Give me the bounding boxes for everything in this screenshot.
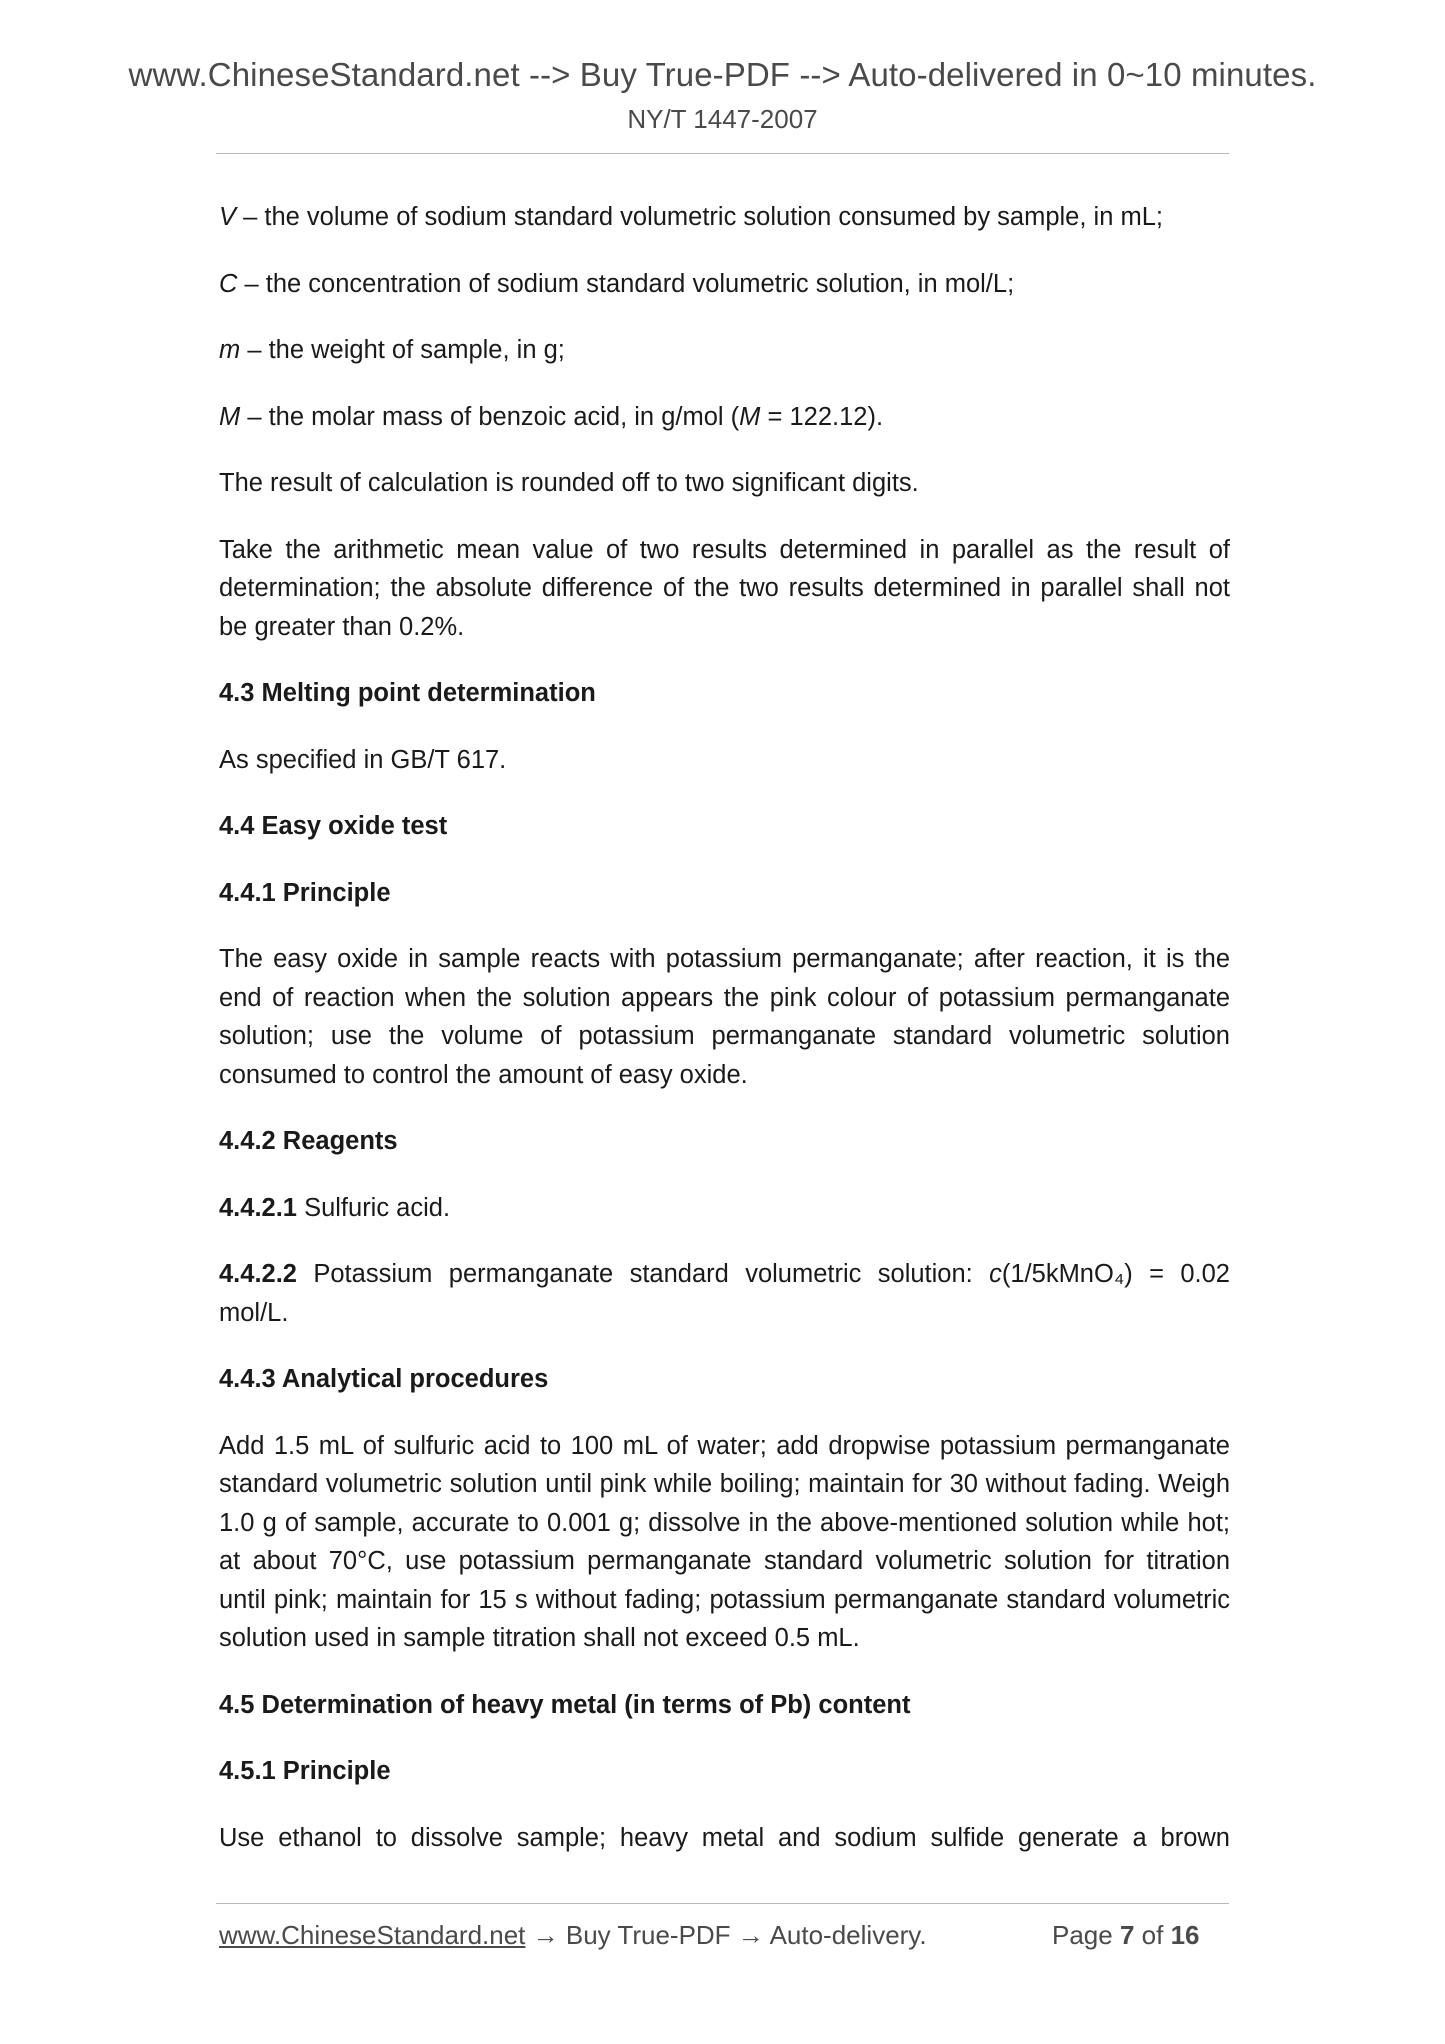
symbol-v: V	[219, 203, 237, 231]
paragraph-4-5-1: Use ethanol to dissolve sample; heavy metal and sodium sulfide generate a brown	[219, 1823, 1230, 1852]
document-body	[219, 198, 1230, 1857]
symbol-concentration: c	[989, 1260, 1002, 1288]
paragraph-4-4-2-1	[219, 1189, 1230, 1228]
heading-4-4: 4.4 Easy oxide test	[219, 812, 448, 840]
heading-4-4-3: 4.4.3 Analytical procedures	[219, 1365, 549, 1393]
paragraph-4-4-2-2	[219, 1255, 1230, 1332]
footer-site-link[interactable]: www.ChineseStandard.net	[219, 1920, 526, 1950]
heading-4-3: 4.3 Melting point determination	[219, 679, 596, 707]
heading-4-5: 4.5 Determination of heavy metal (in terms of Pb) content	[219, 1690, 911, 1719]
rounding-paragraph: The result of calculation is rounded off to two significant digits.	[219, 469, 919, 497]
clause-number-4-4-2-1: 4.4.2.1	[219, 1193, 297, 1222]
header-banner: www.ChineseStandard.net --> Buy True-PDF --> Auto-delivered in 0~10 minutes.	[128, 56, 1317, 93]
paragraph-4-3: As specified in GB/T 617.	[219, 745, 507, 774]
heading-4-4-1: 4.4.1 Principle	[219, 878, 391, 907]
definition-v	[219, 198, 1230, 237]
concentration-value: (1/5kMnO₄) = 0.02 mol/L.	[219, 1260, 1230, 1327]
definition-c-text: – the concentration of sodium standard volumetric solution, in mol/L;	[237, 269, 1015, 298]
clause-text-4-4-2-1: Sulfuric acid.	[296, 1193, 451, 1222]
symbol-c: C	[219, 269, 238, 298]
standard-code: NY/T 1447-2007	[627, 104, 818, 134]
of-label: of	[1141, 1920, 1164, 1950]
page-indicator	[1052, 1920, 1200, 1951]
symbol-m: m	[219, 336, 241, 364]
page-number: 7	[1119, 1920, 1135, 1950]
page-label: Page	[1052, 1920, 1113, 1950]
molar-mass-value: = 122.12).	[760, 402, 884, 431]
heading-4-4-2: 4.4.2 Reagents	[219, 1127, 398, 1155]
clause-text-4-4-2-2: Potassium permanganate standard volumetric solution:	[296, 1260, 990, 1288]
definition-m-text: – the weight of sample, in g;	[240, 336, 565, 364]
heading-4-5-1: 4.5.1 Principle	[219, 1757, 391, 1785]
clause-number-4-4-2-2: 4.4.2.2	[219, 1260, 297, 1288]
symbol-molar-mass: M	[219, 402, 241, 431]
definition-m	[219, 331, 1230, 370]
definition-molar-mass	[219, 398, 1230, 437]
definition-molar-mass-text: – the molar mass of benzoic acid, in g/mol (	[240, 402, 740, 431]
definition-v-text: – the volume of sodium standard volumetric solution consumed by sample, in mL;	[236, 203, 1163, 231]
definition-c	[219, 265, 1230, 304]
footer-tagline: → Buy True-PDF → Auto-delivery.	[525, 1920, 927, 1950]
footer-left	[219, 1920, 927, 1951]
symbol-molar-mass-inline: M	[739, 402, 761, 431]
mean-paragraph: Take the arithmetic mean value of two results determined in parallel as the result of determination; the absolute difference of the two results determined in parallel shall not be greater than 0.2%.	[219, 535, 1230, 641]
footer-divider	[216, 1903, 1229, 1904]
header-divider	[216, 153, 1229, 154]
paragraph-4-4-1: The easy oxide in sample reacts with potassium permanganate; after reaction, it is the end of reaction when the solution appears the pink colour of potassium permanganate solution; use the volume of potassium permanganate standard volumetric solution consumed to control the amount of easy oxide.	[219, 945, 1230, 1089]
paragraph-4-4-3: Add 1.5 mL of sulfuric acid to 100 mL of water; add dropwise potassium permanganate standard volumetric solution until pink while boiling; maintain for 30 without fading. Weigh 1.0 g of sample, accurate to 0.001 g; dissolve in the above-mentioned solution while hot; at about 70°C, use potassium permanganate standard volumetric solution for titration until pink; maintain for 15 s without fading; potassium permanganate standard volumetric solution used in sample titration shall not exceed 0.5 mL.	[219, 1431, 1230, 1652]
page-total: 16	[1170, 1920, 1200, 1950]
